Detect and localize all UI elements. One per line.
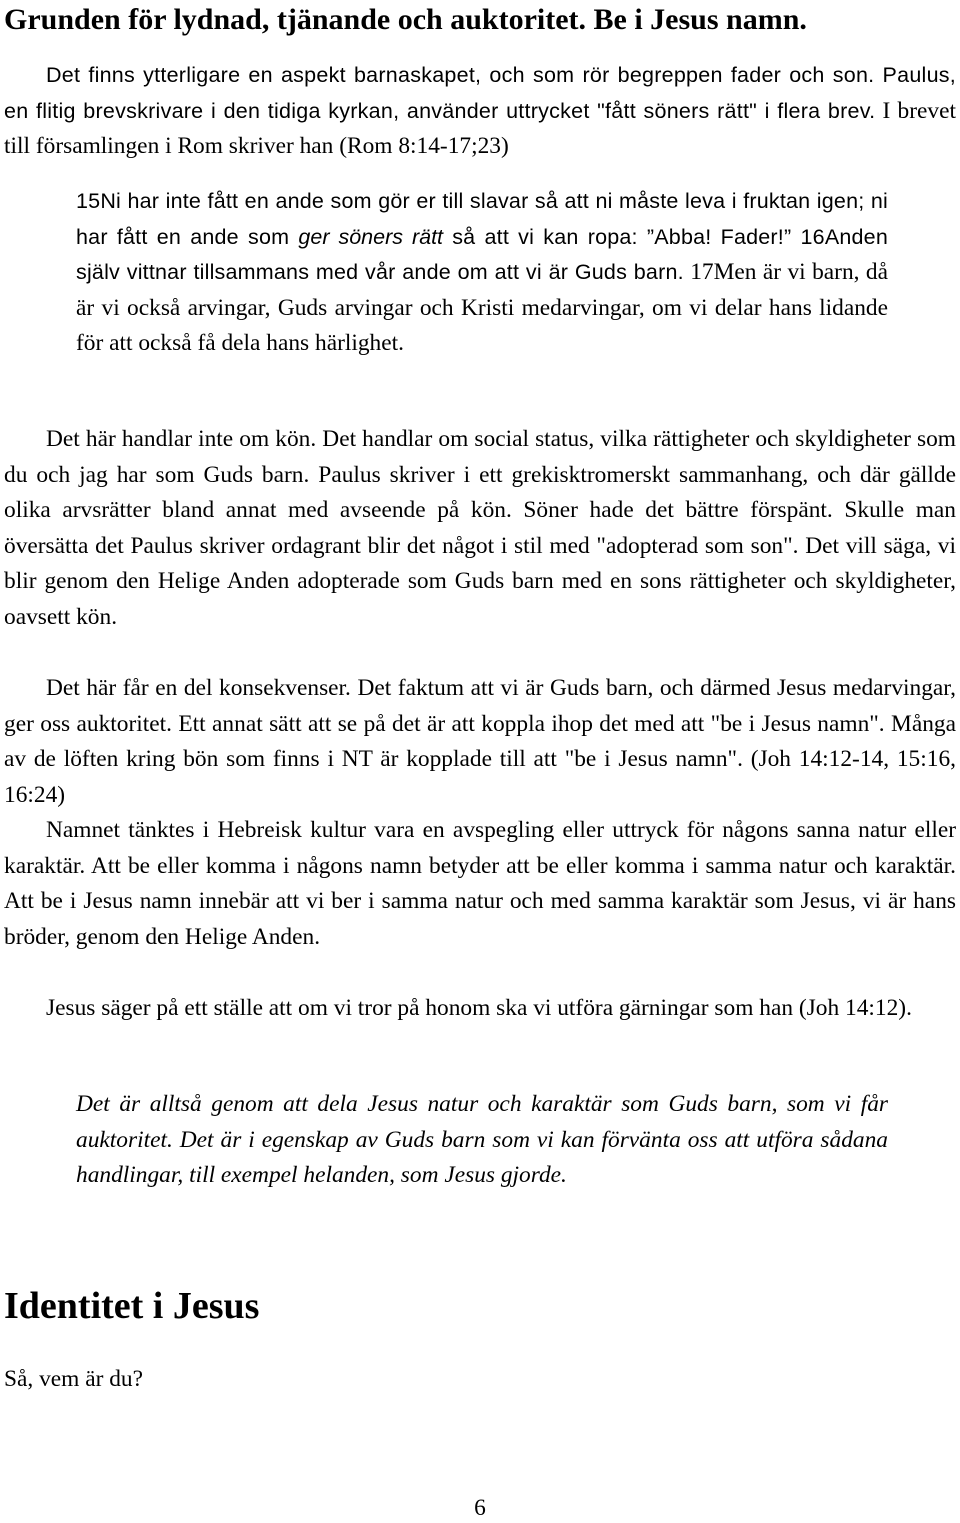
paragraph-works: Jesus säger på ett ställe att om vi tror på honom ska vi utföra gärningar som han (Joh 14:12).	[46, 995, 912, 1021]
paragraph-consequences: Det här får en del konsekvenser. Det faktum att vi är Guds barn, och därmed Jesus medarvingar, ger oss auktoritet. Ett annat sätt att se på det är att koppla ihop det med att "be i Jesus namn". Många av de löften kring bön som finns i NT är kopplade till att "be i Jesus namn". (Joh 14:12-14, 15:16, 16:24)	[4, 675, 956, 808]
section-heading-obedience: Grunden för lydnad, tjänande och auktoritet. Be i Jesus namn.	[4, 3, 807, 36]
scripture-quote	[76, 184, 888, 362]
intro-paragraph-serif-text: I brevet till församlingen i Rom skriver han (Rom 8:14-17;23)	[4, 97, 956, 160]
scripture-quote-part3: 17Men är vi barn, då är vi också arvingar, Guds arvingar och Kristi medarvingar, om vi delar hans lidande för att också få dela hans härlighet.	[76, 259, 888, 357]
scripture-quote-italic: ger söners rätt	[298, 224, 444, 249]
emphasis-quote: Det är alltså genom att dela Jesus natur och karaktär som Guds barn, som vi får auktoritet. Det är i egenskap av Guds barn som vi kan förvänta oss att utföra sådana handlingar, till exempel helanden, som Jesus gjorde.	[76, 1091, 888, 1189]
section-heading-identity: Identitet i Jesus	[4, 1285, 260, 1327]
scripture-quote-part1: 15Ni har inte fått en ande som gör er till slavar så att ni måste leva i fruktan igen; ni har fått en ande som	[76, 189, 888, 249]
paragraph-name-meaning: Namnet tänktes i Hebreisk kultur vara en avspegling eller uttryck för någons sanna natur eller karaktär. Att be eller komma i någons namn betyder att be eller komma i samma natur och karaktär. Att be i Jesus namn innebär att vi ber i samma natur och med samma karaktär som Jesus, vi är hans bröder, genom den Helige Anden.	[4, 817, 956, 950]
scripture-quote-part2: så att vi kan ropa: ”Abba! Fader!” 16Anden själv vittnar tillsammans med vår ande om att vi är Guds barn.	[76, 224, 888, 285]
paragraph-social-status: Det här handlar inte om kön. Det handlar om social status, vilka rättigheter och skyldigheter som du och jag har som Guds barn. Paulus skriver i ett grekisktromerskt sammanhang, och där gällde olika arvsrätter bland annat med avseende på kön. Söner hade det bättre förspänt. Skulle man översätta det Paulus skriver ordagrant blir det något i stil med "adopterad som son". Det vill säga, vi blir genom den Helige Anden adopterade som Guds barn med en sons rättigheter och skyldigheter, oavsett kön.	[4, 426, 956, 630]
page-number: 6	[474, 1495, 486, 1521]
intro-paragraph-sans-text: Det finns ytterligare en aspekt barnaskapet, och som rör begreppen fader och son. Paulus, en flitig brevskrivare i den tidiga kyrkan, använder uttrycket "fått söners rätt" i flera brev.	[4, 63, 956, 123]
closing-paragraph: Så, vem är du?	[4, 1366, 143, 1392]
intro-paragraph	[4, 58, 956, 165]
